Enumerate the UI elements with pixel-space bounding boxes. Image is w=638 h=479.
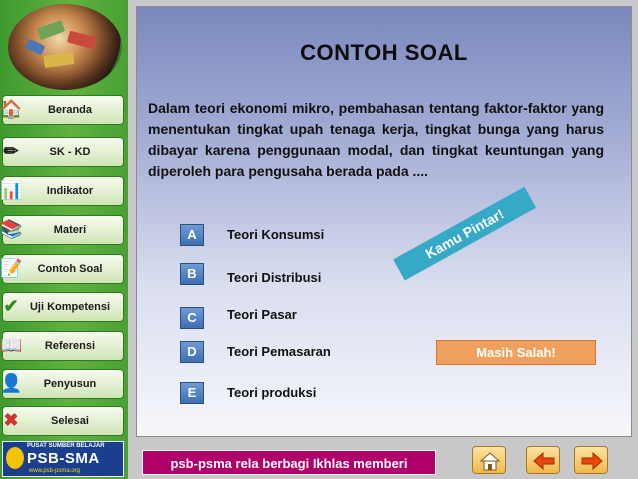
previous-button[interactable] (526, 446, 560, 474)
option-e-text[interactable]: Teori produksi (227, 385, 317, 400)
sidebar-item-penyusun[interactable] (2, 369, 124, 399)
option-e-button[interactable]: E (180, 382, 204, 404)
logo-url: www.psb-psma.org (29, 468, 81, 474)
sidebar-item-label: Referensi (44, 340, 96, 352)
option-d-text[interactable]: Teori Pemasaran (227, 344, 331, 359)
book-icon: 📖 (0, 335, 23, 355)
option-d-button[interactable]: D (180, 341, 204, 363)
house-icon: 🏠 (0, 99, 23, 119)
sidebar-item-indikator[interactable] (2, 176, 124, 206)
document-icon: 📝 (0, 258, 23, 278)
option-c-button[interactable]: C (180, 307, 204, 329)
sidebar-item-label: Penyusun (43, 378, 97, 390)
option-b-text[interactable]: Teori Distribusi (227, 270, 322, 285)
option-b-button[interactable]: B (180, 263, 204, 285)
sidebar-item-label: Uji Kompetensi (29, 301, 111, 313)
sidebar-item-label: Beranda (47, 104, 93, 116)
sidebar-item-label: Selesai (51, 415, 89, 427)
sidebar-item-label: SK - KD (49, 146, 91, 158)
sidebar-item-sk-kd[interactable] (2, 137, 124, 167)
option-a-text[interactable]: Teori Konsumsi (227, 227, 325, 242)
sidebar-item-referensi[interactable] (2, 331, 124, 361)
arrow-right-icon (575, 447, 609, 475)
correct-feedback-banner: Kamu Pintar! (393, 187, 536, 281)
question-panel (136, 6, 632, 437)
sidebar-item-label: Contoh Soal (37, 263, 103, 275)
home-button[interactable] (472, 446, 506, 474)
logo-badge-icon (6, 447, 24, 469)
option-a-button[interactable]: A (180, 224, 204, 246)
close-icon: ✖ (3, 410, 19, 430)
psb-sma-logo (2, 441, 124, 477)
option-c-text[interactable]: Teori Pasar (227, 307, 297, 322)
arrow-left-icon (527, 447, 561, 475)
chart-icon: 📊 (0, 180, 23, 200)
person-icon: 👤 (0, 373, 23, 393)
wrong-feedback-banner: Masih Salah! (436, 340, 596, 365)
books-icon: 📚 (0, 219, 23, 239)
money-globe-image (8, 4, 122, 90)
sidebar-item-beranda[interactable] (2, 95, 124, 125)
logo-top-text: PUSAT SUMBER BELAJAR (27, 443, 105, 449)
sidebar-item-materi[interactable] (2, 215, 124, 245)
logo-name: PSB-SMA (27, 450, 100, 467)
checkmark-icon: ✔ (3, 296, 19, 316)
sidebar-item-label: Materi (53, 224, 87, 236)
pencil-icon: ✏ (3, 141, 19, 161)
home-icon (473, 447, 507, 475)
sidebar-item-selesai[interactable] (2, 406, 124, 436)
next-button[interactable] (574, 446, 608, 474)
sidebar-item-label: Indikator (46, 185, 94, 197)
page-title: CONTOH SOAL (300, 40, 468, 65)
footer-tagline: psb-psma rela berbagi Ikhlas memberi (142, 450, 436, 475)
question-text: Dalam teori ekonomi mikro, pembahasan tentang faktor-faktor yang menentukan tingkat upah tenaga kerja, tingkat bunga yang harus dibayar karena penggunaan modal, dan tingkat keuntungan yang diperoleh para pengusaha berada pada .... (148, 100, 604, 179)
sidebar-item-uji-kompetensi[interactable] (2, 292, 124, 322)
sidebar-item-contoh-soal[interactable] (2, 254, 124, 284)
